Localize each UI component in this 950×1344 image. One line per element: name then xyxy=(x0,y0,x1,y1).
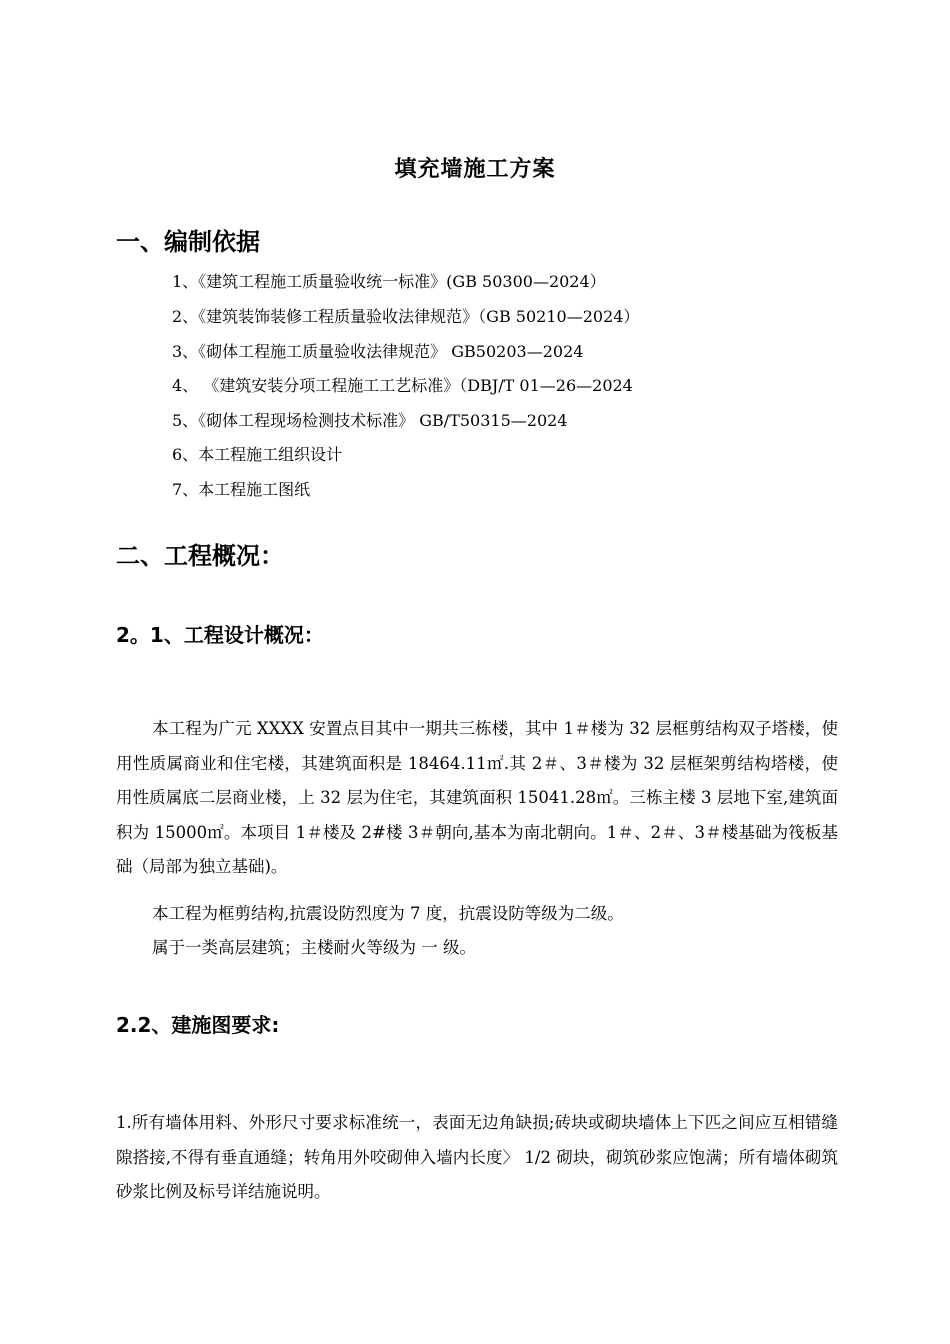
body-paragraph: 1.所有墙体用料、外形尺寸要求标准统一，表面无边角缺损;砖块或砌块墙体上下匹之间应互相错缝隙搭接,不得有垂直通缝；转角用外咬砌伸入墙内长度〉 1/2 砌块，砌筑砂浆应饱满；所有墙体砌筑砂浆比例及标号详结施说明。 xyxy=(116,1113,838,1201)
body-paragraph: 本工程为广元 XXXX 安置点目其中一期共三栋楼，其中 1＃楼为 32 层框剪结构双子塔楼，使用性质属商业和住宅楼，其建筑面积是 18464.11㎡.其 2＃、3＃楼为 32 层框架剪结构塔楼，使用性质属底二层商业楼，上 32 层为住宅，其建筑面积 15041.28㎡。三栋主楼 3 层地下室,建筑面积为 15000㎡。本项目 1＃楼及 2#楼 3＃朝向,基本为南北朝向。1＃、2＃、3＃楼基础为筏板基础（局部为独立基础)。 xyxy=(116,719,838,876)
reference-item: 3、《砌体工程施工质量验收法律规范》 GB50203—2024 xyxy=(172,342,584,361)
subsection-heading-design: 2。1、工程设计概况： xyxy=(116,623,324,647)
document-title: 填充墙施工方案 xyxy=(394,156,556,182)
reference-item: 5、《砌体工程现场检测技术标准》 GB/T50315—2024 xyxy=(172,411,568,430)
body-paragraph: 本工程为框剪结构,抗震设防烈度为 7 度，抗震设防等级为二级。 xyxy=(152,904,624,923)
reference-item: 7、本工程施工图纸 xyxy=(172,480,311,499)
reference-item: 4、 《建筑安装分项工程施工工艺标准》（DBJ/T 01—26—2024 xyxy=(172,376,633,395)
reference-item: 6、本工程施工组织设计 xyxy=(172,445,343,464)
body-paragraph: 属于一类高层建筑；主楼耐火等级为 一 级。 xyxy=(152,938,476,957)
reference-item: 1、《建筑工程施工质量验收统一标准》(GB 50300—2024） xyxy=(172,272,606,291)
section-heading-overview: 二、工程概况： xyxy=(116,542,284,570)
reference-item: 2、《建筑装饰装修工程质量验收法律规范》（GB 50210—2024） xyxy=(172,307,640,326)
section-heading-basis: 一、编制依据 xyxy=(116,228,260,256)
subsection-heading-architectural: 2.2、建施图要求: xyxy=(116,1013,280,1037)
